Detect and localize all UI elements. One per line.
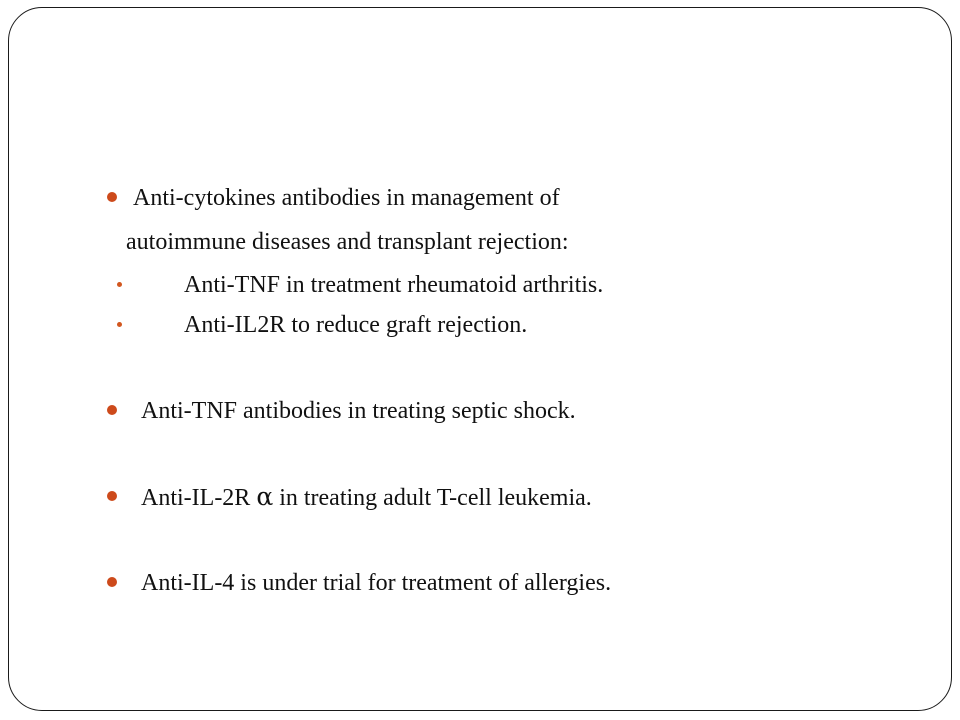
bullet-3-text-after: in treating adult T-cell leukemia. xyxy=(273,485,592,511)
bullet-dot xyxy=(107,577,117,587)
alpha-symbol: α xyxy=(256,482,274,511)
bullet-dot xyxy=(107,405,117,415)
bullet-dot xyxy=(107,192,117,202)
sub-item-2: Anti-IL2R to reduce graft rejection. xyxy=(184,312,528,338)
bullet-3-text-before: Anti-IL-2R xyxy=(141,485,257,511)
sub-bullet-dot xyxy=(117,282,122,287)
bullet-3-text xyxy=(141,483,592,512)
sub-bullet-dot xyxy=(117,322,122,327)
bullet-4-text: Anti-IL-4 is under trial for treatment of allergies. xyxy=(141,570,612,596)
bullet-1-line-1: Anti-cytokines antibodies in management of xyxy=(133,185,560,211)
bullet-2-text: Anti-TNF antibodies in treating septic shock. xyxy=(141,398,576,424)
bullet-dot xyxy=(107,491,117,501)
bullet-1-line-2: autoimmune diseases and transplant rejection: xyxy=(126,229,569,255)
sub-item-1: Anti-TNF in treatment rheumatoid arthritis. xyxy=(184,272,604,298)
